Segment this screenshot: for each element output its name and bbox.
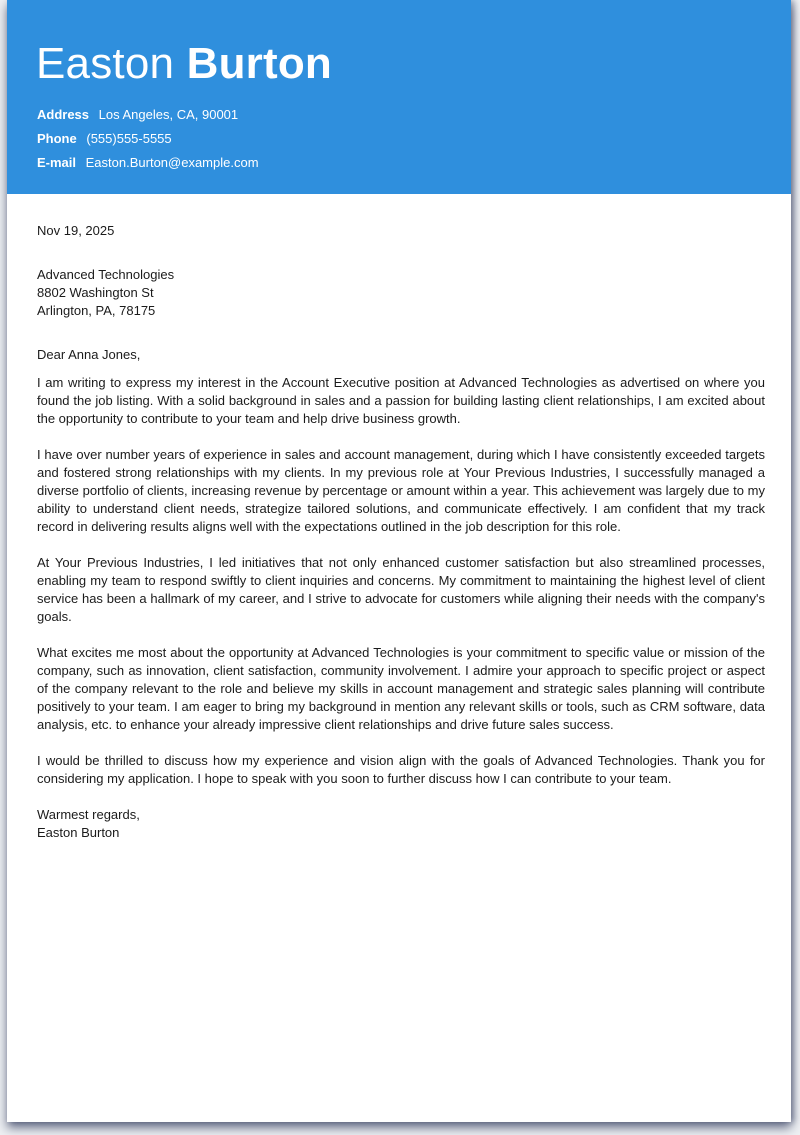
first-name: Easton (36, 39, 175, 88)
last-name: Burton (186, 39, 333, 88)
phone-value: (555)555-5555 (86, 131, 172, 146)
recipient-city: Arlington, PA, 78175 (37, 303, 156, 318)
recipient-street: 8802 Washington St (37, 285, 154, 300)
address-value: Los Angeles, CA, 90001 (98, 107, 239, 122)
body-paragraph: I have over number years of experience in sales and account management, during which I have consistently exceeded targets and fostered strong relationships with my clients. In my previous role at Your Previous Industries, I successfully managed a diverse portfolio of clients, increasing revenue by percentage or amount within a year. This achievement was largely due to my ability to understand client needs, strategize tailored solutions, and communicate effectively. I am confident that my track record in delivering results aligns well with the expectations outlined in the job description for this role. (37, 447, 765, 534)
letter-body (37, 222, 765, 842)
body-paragraph: At Your Previous Industries, I led initiatives that not only enhanced customer satisfaction but also streamlined processes, enabling my team to respond swiftly to client inquiries and concerns. My commitment to maintaining the highest level of client service has been a hallmark of my career, and I strive to advocate for customers while aligning their needs with the company's goals. (37, 555, 765, 624)
letter-date: Nov 19, 2025 (37, 223, 115, 238)
body-paragraph: I would be thrilled to discuss how my experience and vision align with the goals of Advanced Technologies. Thank you for considering my application. I hope to speak with you soon to further discuss how I can contribute to your team. (37, 753, 765, 786)
signature-name: Easton Burton (37, 825, 120, 840)
email-label: E-mail (37, 155, 77, 170)
applicant-name (36, 36, 332, 92)
closing-phrase: Warmest regards, (37, 807, 140, 822)
body-paragraph: What excites me most about the opportunity at Advanced Technologies is your commitment to specific value or mission of the company, such as innovation, client satisfaction, community involvement. I admire your approach to specific project or aspect of the company relevant to the role and believe my skills in account management and strategic sales planning will contribute positively to your team. I am eager to bring my background in mention any relevant skills or tools, such as CRM software, data analysis, etc. to enhance your already impressive client relationships and drive future sales success. (37, 645, 765, 732)
salutation: Dear Anna Jones, (37, 347, 141, 362)
letter-page (7, 0, 791, 1122)
contact-address (37, 106, 238, 124)
letter-header (7, 0, 791, 194)
recipient-company: Advanced Technologies (37, 267, 175, 282)
phone-label: Phone (37, 131, 77, 146)
contact-email (37, 154, 259, 172)
body-paragraph: I am writing to express my interest in the Account Executive position at Advanced Technologies as advertised on where you found the job listing. With a solid background in sales and a passion for building lasting client relationships, I am excited about the opportunity to contribute to your team and help drive business growth. (37, 375, 765, 426)
address-label: Address (37, 107, 90, 122)
email-value: Easton.Burton@example.com (85, 155, 259, 170)
recipient-address (37, 266, 765, 320)
contact-phone (37, 130, 172, 148)
